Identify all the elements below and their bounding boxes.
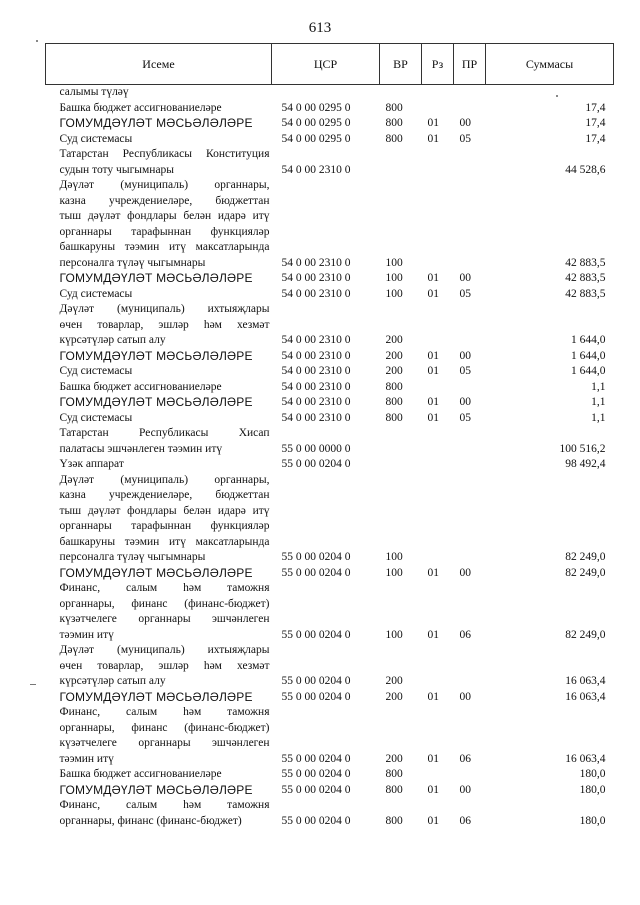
row-sum: 1 644,0: [571, 349, 606, 362]
table-row: [46, 147, 614, 178]
row-rz: [422, 85, 454, 101]
row-sum: 1,1: [591, 396, 606, 408]
row-name-line: персоналга түләү чыгымнары: [59, 256, 206, 269]
row-vr: 100: [385, 551, 403, 563]
row-name-line: күзәтчелеге органнары эшчәнлеген: [59, 737, 270, 749]
row-name-line: күрсәтүләр сатып алу: [59, 334, 166, 346]
row-rz: 01: [427, 411, 439, 424]
row-pr: 05: [459, 365, 471, 377]
table-row: [46, 380, 614, 396]
row-vr: 800: [385, 117, 403, 129]
row-vr: [380, 147, 422, 178]
row-vr: 200: [385, 349, 403, 362]
header-rz: Рз: [422, 44, 454, 85]
row-pr: 05: [459, 287, 471, 300]
row-csr: 54 0 00 2310 0: [281, 334, 351, 346]
row-csr: 55 0 00 0204 0: [281, 814, 351, 827]
row-csr: 54 0 00 2310 0: [281, 349, 351, 362]
row-sum: 17,4: [585, 132, 606, 145]
table-row: [46, 643, 614, 690]
table-header: [46, 44, 614, 85]
row-name: [46, 349, 272, 365]
row-name: [46, 457, 272, 473]
row-name-line: казна учреждениеләре, бюджеттан: [59, 489, 270, 501]
row-rz: [422, 302, 454, 349]
row-rz: [422, 767, 454, 783]
row-pr: [454, 457, 486, 473]
row-name-line: палатасы эшчәнлеген тәэмин итү: [59, 442, 223, 455]
row-vr: 800: [385, 411, 403, 424]
row-rz: [422, 426, 454, 457]
row-csr: 54 0 00 2310 0: [281, 365, 351, 377]
row-pr: 00: [459, 566, 471, 579]
row-csr: 55 0 00 0204 0: [281, 752, 351, 765]
row-name: [46, 116, 272, 132]
row-csr: 54 0 00 2310 0: [281, 380, 351, 393]
header-csr: ЦСР: [272, 44, 380, 85]
row-name-line: салымы түләү: [59, 86, 129, 98]
row-name: [46, 566, 272, 582]
row-csr: 54 0 00 0295 0: [281, 117, 351, 129]
table-row: [46, 302, 614, 349]
row-csr: [272, 85, 380, 101]
row-vr: 800: [385, 396, 403, 408]
row-rz: 01: [427, 690, 439, 703]
row-name-line: ГОМУМДӘҮЛӘТ МӘСЬӘЛӘЛӘРЕ: [59, 116, 253, 130]
row-vr: 800: [385, 783, 403, 796]
row-name-line: Финанс, салым һәм таможня: [59, 706, 270, 718]
row-csr: 55 0 00 0204 0: [281, 675, 351, 687]
row-vr: 800: [385, 132, 403, 145]
row-name-line: Башка бюджет ассигнованиеләре: [59, 768, 222, 780]
row-csr: 55 0 00 0204 0: [281, 566, 351, 579]
row-pr: 05: [459, 132, 471, 145]
row-name: [46, 767, 272, 783]
row-name: [46, 85, 272, 101]
row-vr: 200: [385, 752, 403, 765]
row-name-line: органнары, финанс (финанс-бюджет): [59, 814, 242, 827]
row-name-line: Дәүләт (муниципаль) ихтыяҗлары: [59, 644, 270, 656]
row-csr: 54 0 00 2310 0: [281, 287, 351, 300]
row-sum: 100 516,2: [559, 442, 606, 455]
row-name: [46, 364, 272, 380]
table-row: [46, 287, 614, 303]
row-pr: [454, 767, 486, 783]
budget-table: [45, 43, 614, 829]
row-name-line: Башка бюджет ассигнованиеләре: [59, 101, 222, 114]
row-sum: 42 883,5: [565, 287, 606, 300]
row-pr: 00: [459, 783, 471, 796]
row-name-line: Суд системасы: [59, 411, 133, 424]
row-pr: 00: [459, 349, 471, 362]
row-rz: 01: [427, 566, 439, 579]
row-name-line: Финанс, салым һәм таможня: [59, 582, 270, 594]
row-vr: 100: [385, 287, 403, 300]
margin-mark: [30, 684, 36, 685]
row-sum: 180,0: [579, 783, 606, 796]
page-number: 613: [308, 20, 332, 36]
table-row: [46, 426, 614, 457]
row-name: [46, 705, 272, 767]
scan-dot: [36, 40, 38, 42]
row-name: [46, 411, 272, 427]
row-rz: [422, 147, 454, 178]
table-row: [46, 101, 614, 117]
row-rz: 01: [427, 783, 439, 796]
table-row: [46, 349, 614, 365]
row-sum: 1,1: [591, 380, 606, 393]
header-pr: ПР: [454, 44, 486, 85]
row-pr: [454, 147, 486, 178]
table-row: [46, 271, 614, 287]
row-csr: 55 0 00 0204 0: [281, 628, 351, 641]
row-pr: [454, 426, 486, 457]
row-csr: 55 0 00 0000 0: [281, 442, 351, 455]
row-sum: 1 644,0: [571, 334, 606, 346]
row-sum: 98 492,4: [565, 458, 606, 470]
row-rz: 01: [427, 628, 439, 641]
row-name: [46, 132, 272, 148]
row-sum: 16 063,4: [565, 675, 606, 687]
row-name-line: ГОМУМДӘҮЛӘТ МӘСЬӘЛӘЛӘРЕ: [59, 395, 253, 409]
row-sum: 82 249,0: [565, 566, 606, 579]
row-name: [46, 178, 272, 271]
row-name: [46, 271, 272, 287]
row-name-line: Суд системасы: [59, 287, 133, 300]
row-sum: 16 063,4: [565, 752, 606, 765]
row-vr: 100: [385, 566, 403, 579]
row-sum: 17,4: [585, 117, 606, 129]
row-name-line: ГОМУМДӘҮЛӘТ МӘСЬӘЛӘЛӘРЕ: [59, 782, 253, 797]
table-row: [46, 798, 614, 829]
row-name: [46, 426, 272, 457]
row-name-line: ГОМУМДӘҮЛӘТ МӘСЬӘЛӘЛӘРЕ: [59, 271, 253, 285]
row-csr: 54 0 00 0295 0: [281, 101, 351, 114]
row-pr: 00: [459, 272, 471, 284]
row-vr: 100: [385, 272, 403, 284]
row-csr: 55 0 00 0204 0: [281, 768, 351, 780]
row-sum: 1 644,0: [571, 365, 606, 377]
row-name-line: Башка бюджет ассигнованиеләре: [59, 380, 222, 393]
row-pr: 06: [459, 628, 471, 641]
row-sum: 82 249,0: [565, 551, 606, 563]
row-csr: 55 0 00 0204 0: [281, 458, 351, 470]
row-name: [46, 395, 272, 411]
table-row: [46, 473, 614, 566]
row-rz: 01: [427, 272, 439, 284]
row-pr: [454, 473, 486, 566]
table-row: [46, 411, 614, 427]
row-rz: [422, 473, 454, 566]
row-name-line: органнары, финанс (финанс-бюджет): [59, 721, 270, 734]
row-name: [46, 302, 272, 349]
row-name-line: тыш дәүләт фондлары белән идарә итү: [59, 504, 270, 517]
row-name: [46, 473, 272, 566]
row-name-line: күзәтчелеге органнары эшчәнлеген: [59, 613, 270, 625]
row-csr: 55 0 00 0204 0: [281, 551, 351, 563]
row-rz: 01: [427, 752, 439, 765]
table-row: [46, 395, 614, 411]
row-name-line: Үзәк аппарат: [59, 458, 124, 470]
table-row: [46, 690, 614, 706]
row-rz: [422, 380, 454, 396]
table-row: [46, 705, 614, 767]
row-name-line: Татарстан Республикасы Хисап: [59, 427, 270, 439]
row-vr: 100: [385, 256, 403, 269]
row-rz: [422, 101, 454, 117]
row-csr: 55 0 00 0204 0: [281, 690, 351, 703]
row-name-line: органнары тарафыннан функцияләр: [59, 225, 270, 238]
row-rz: [422, 643, 454, 690]
row-sum: 44 528,6: [565, 163, 606, 176]
row-vr: 200: [385, 690, 403, 703]
row-rz: 01: [427, 365, 439, 377]
row-name-line: башкаруны тәэмин итү максатларында: [59, 535, 270, 548]
row-name: [46, 690, 272, 706]
row-pr: 06: [459, 814, 471, 827]
row-rz: 01: [427, 287, 439, 300]
table-row: [46, 364, 614, 380]
row-rz: [422, 178, 454, 271]
row-name: [46, 643, 272, 690]
row-name-line: судын тоту чыгымнары: [59, 163, 175, 176]
row-name-line: тәэмин итү: [59, 752, 114, 765]
row-sum: 42 883,5: [565, 256, 606, 269]
row-name-line: Татарстан Республикасы Конституция: [59, 148, 270, 160]
row-rz: 01: [427, 349, 439, 362]
row-name-line: тәэмин итү: [59, 628, 114, 641]
row-sum: 16 063,4: [565, 690, 606, 703]
row-name-line: органнары тарафыннан функцияләр: [59, 520, 270, 532]
row-sum: 180,0: [579, 768, 606, 780]
row-name-line: ГОМУМДӘҮЛӘТ МӘСЬӘЛӘЛӘРЕ: [59, 689, 253, 704]
row-pr: [454, 302, 486, 349]
row-csr: 54 0 00 2310 0: [281, 272, 351, 284]
row-pr: [454, 643, 486, 690]
row-csr: 54 0 00 2310 0: [281, 163, 351, 176]
row-pr: [454, 101, 486, 117]
table-row: [46, 457, 614, 473]
table-row: [46, 178, 614, 271]
row-pr: [454, 380, 486, 396]
row-name-line: Финанс, салым һәм таможня: [59, 799, 270, 811]
row-rz: 01: [427, 132, 439, 145]
row-name-line: Суд системасы: [59, 132, 133, 145]
row-name-line: персоналга түләү чыгымнары: [59, 551, 206, 563]
row-name: [46, 101, 272, 117]
row-name-line: Дәүләт (муниципаль) ихтыяҗлары: [59, 303, 270, 315]
row-name: [46, 380, 272, 396]
row-vr: [380, 457, 422, 473]
row-rz: 01: [427, 396, 439, 408]
row-name-line: казна учреждениеләре, бюджеттан: [59, 194, 270, 207]
row-rz: 01: [427, 117, 439, 129]
row-sum: 42 883,5: [565, 272, 606, 284]
row-vr: 200: [385, 334, 403, 346]
row-name-line: Дәүләт (муниципаль) органнары,: [59, 179, 270, 191]
row-sum: 1,1: [591, 411, 606, 424]
row-rz: [422, 457, 454, 473]
row-vr: 800: [385, 814, 403, 827]
row-name-line: ГОМУМДӘҮЛӘТ МӘСЬӘЛӘЛӘРЕ: [59, 565, 253, 580]
table-row: [46, 581, 614, 643]
table-row: [46, 783, 614, 799]
row-csr: 54 0 00 0295 0: [281, 132, 351, 145]
row-vr: 800: [385, 380, 403, 393]
row-csr: 54 0 00 2310 0: [281, 256, 351, 269]
row-sum: 82 249,0: [565, 628, 606, 641]
row-name: [46, 147, 272, 178]
row-vr: 100: [385, 628, 403, 641]
header-sum: Суммасы: [486, 44, 614, 85]
table-row: [46, 566, 614, 582]
row-sum: 17,4: [585, 101, 606, 114]
row-name: [46, 798, 272, 829]
row-name-line: өчен товарлар, эшләр һәм хезмәт: [59, 659, 270, 672]
header-vr: ВР: [380, 44, 422, 85]
row-name-line: күрсәтүләр сатып алу: [59, 675, 166, 687]
row-sum: [486, 85, 614, 101]
row-name-line: Суд системасы: [59, 365, 133, 377]
row-name-line: ГОМУМДӘҮЛӘТ МӘСЬӘЛӘЛӘРЕ: [59, 348, 253, 363]
row-vr: 800: [385, 101, 403, 114]
row-pr: 05: [459, 411, 471, 424]
row-vr: 200: [385, 675, 403, 687]
row-sum: 180,0: [579, 814, 606, 827]
row-pr: [454, 85, 486, 101]
header-name: Исеме: [46, 44, 272, 85]
row-vr: [380, 85, 422, 101]
row-vr: 800: [385, 768, 403, 780]
table-row: [46, 85, 614, 101]
row-name: [46, 581, 272, 643]
row-pr: 00: [459, 117, 471, 129]
table-row: [46, 132, 614, 148]
table-row: [46, 116, 614, 132]
row-vr: 200: [385, 365, 403, 377]
row-name-line: органнары, финанс (финанс-бюджет): [59, 597, 270, 610]
scan-dot: [556, 95, 558, 97]
row-rz: 01: [427, 814, 439, 827]
row-csr: 54 0 00 2310 0: [281, 396, 351, 408]
row-pr: 00: [459, 690, 471, 703]
table-row: [46, 767, 614, 783]
row-name-line: өчен товарлар, эшләр һәм хезмәт: [59, 318, 270, 331]
row-pr: 06: [459, 752, 471, 765]
row-pr: 00: [459, 396, 471, 408]
row-name: [46, 287, 272, 303]
row-csr: 54 0 00 2310 0: [281, 411, 351, 424]
row-name-line: Дәүләт (муниципаль) органнары,: [59, 473, 270, 486]
row-vr: [380, 426, 422, 457]
row-name-line: тыш дәүләт фондлары белән идарә итү: [59, 210, 270, 222]
table-body: [46, 85, 614, 830]
row-name: [46, 783, 272, 799]
row-csr: 55 0 00 0204 0: [281, 783, 351, 796]
row-name-line: башкаруны тәэмин итү максатларында: [59, 241, 270, 253]
row-pr: [454, 178, 486, 271]
